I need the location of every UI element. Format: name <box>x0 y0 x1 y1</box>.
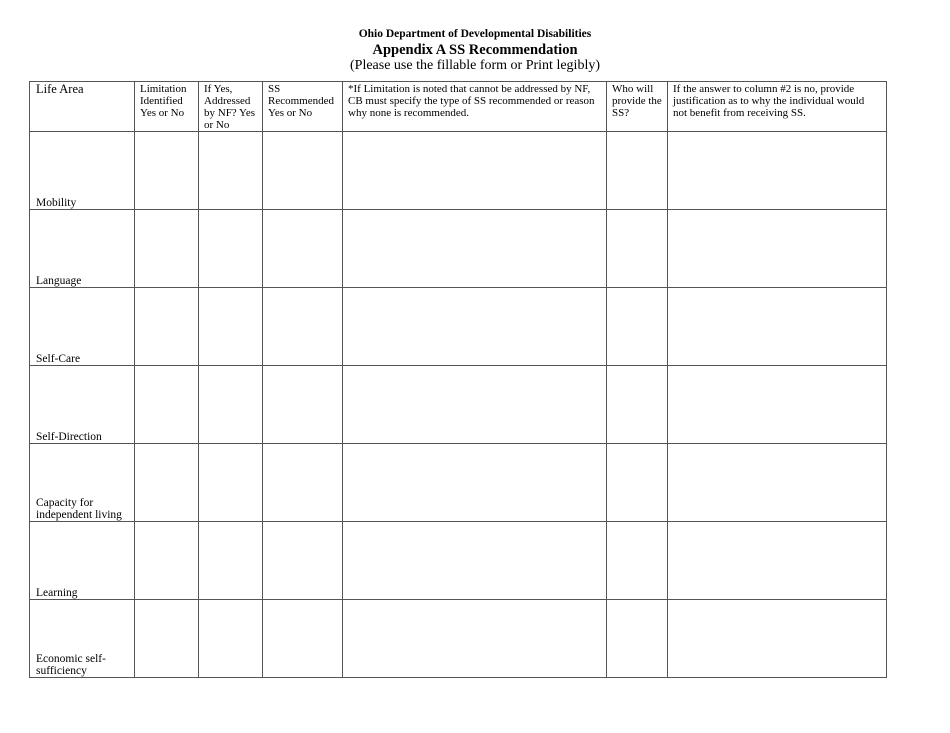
addressed-by-nf-cell[interactable] <box>199 522 263 600</box>
who-will-provide-cell[interactable] <box>607 600 668 678</box>
ss-type-or-reason-cell[interactable] <box>343 522 607 600</box>
limitation-identified-cell[interactable] <box>135 444 199 522</box>
ss-type-or-reason-cell[interactable] <box>343 366 607 444</box>
column-header-life-area: Life Area <box>30 82 135 132</box>
life-area-cell: Economic self-sufficiency <box>30 600 135 678</box>
justification-cell[interactable] <box>668 366 887 444</box>
column-header-justification: If the answer to column #2 is no, provide justification as to why the individual would not benefit from receiving SS. <box>668 82 887 132</box>
table-row-economic-self-sufficiency <box>30 600 887 678</box>
justification-cell[interactable] <box>668 132 887 210</box>
life-area-cell: Mobility <box>30 132 135 210</box>
who-will-provide-cell[interactable] <box>607 288 668 366</box>
ss-recommended-cell[interactable] <box>263 600 343 678</box>
ss-type-or-reason-cell[interactable] <box>343 132 607 210</box>
table-row-mobility <box>30 132 887 210</box>
justification-cell[interactable] <box>668 600 887 678</box>
table-row-self-care <box>30 288 887 366</box>
table-header-row <box>30 82 887 132</box>
limitation-identified-cell[interactable] <box>135 132 199 210</box>
column-header-limitation-identified: Limitation Identified Yes or No <box>135 82 199 132</box>
table-row-self-direction <box>30 366 887 444</box>
limitation-identified-cell[interactable] <box>135 600 199 678</box>
addressed-by-nf-cell[interactable] <box>199 288 263 366</box>
ss-type-or-reason-cell[interactable] <box>343 600 607 678</box>
who-will-provide-cell[interactable] <box>607 522 668 600</box>
column-header-addressed-by-nf: If Yes, Addressed by NF? Yes or No <box>199 82 263 132</box>
ss-recommended-cell[interactable] <box>263 288 343 366</box>
ss-type-or-reason-cell[interactable] <box>343 288 607 366</box>
column-header-ss-type-or-reason: *If Limitation is noted that cannot be addressed by NF, CB must specify the type of SS recommended or reason why none is recommended. <box>343 82 607 132</box>
justification-cell[interactable] <box>668 444 887 522</box>
page-title: Appendix A SS Recommendation <box>372 42 578 58</box>
addressed-by-nf-cell[interactable] <box>199 132 263 210</box>
column-header-who-will-provide: Who will provide the SS? <box>607 82 668 132</box>
addressed-by-nf-cell[interactable] <box>199 210 263 288</box>
ss-type-or-reason-cell[interactable] <box>343 210 607 288</box>
limitation-identified-cell[interactable] <box>135 288 199 366</box>
life-area-cell: Self-Direction <box>30 366 135 444</box>
who-will-provide-cell[interactable] <box>607 132 668 210</box>
life-area-cell: Language <box>30 210 135 288</box>
life-area-cell: Capacity for independent living <box>30 444 135 522</box>
limitation-identified-cell[interactable] <box>135 366 199 444</box>
addressed-by-nf-cell[interactable] <box>199 444 263 522</box>
who-will-provide-cell[interactable] <box>607 444 668 522</box>
column-header-ss-recommended: SS Recommended Yes or No <box>263 82 343 132</box>
addressed-by-nf-cell[interactable] <box>199 600 263 678</box>
ss-recommended-cell[interactable] <box>263 444 343 522</box>
justification-cell[interactable] <box>668 288 887 366</box>
ss-recommended-cell[interactable] <box>263 132 343 210</box>
limitation-identified-cell[interactable] <box>135 522 199 600</box>
who-will-provide-cell[interactable] <box>607 366 668 444</box>
addressed-by-nf-cell[interactable] <box>199 366 263 444</box>
who-will-provide-cell[interactable] <box>607 210 668 288</box>
ss-recommended-cell[interactable] <box>263 210 343 288</box>
ss-recommended-cell[interactable] <box>263 522 343 600</box>
table-row-capacity-for-independent-living <box>30 444 887 522</box>
life-area-cell: Learning <box>30 522 135 600</box>
page-subtitle: (Please use the fillable form or Print legibly) <box>350 58 600 73</box>
life-area-cell: Self-Care <box>30 288 135 366</box>
organization-name: Ohio Department of Developmental Disabilities <box>358 28 592 40</box>
limitation-identified-cell[interactable] <box>135 210 199 288</box>
ss-recommended-cell[interactable] <box>263 366 343 444</box>
ss-type-or-reason-cell[interactable] <box>343 444 607 522</box>
table-row-language <box>30 210 887 288</box>
justification-cell[interactable] <box>668 522 887 600</box>
justification-cell[interactable] <box>668 210 887 288</box>
ss-recommendation-table <box>29 81 887 678</box>
table-row-learning <box>30 522 887 600</box>
